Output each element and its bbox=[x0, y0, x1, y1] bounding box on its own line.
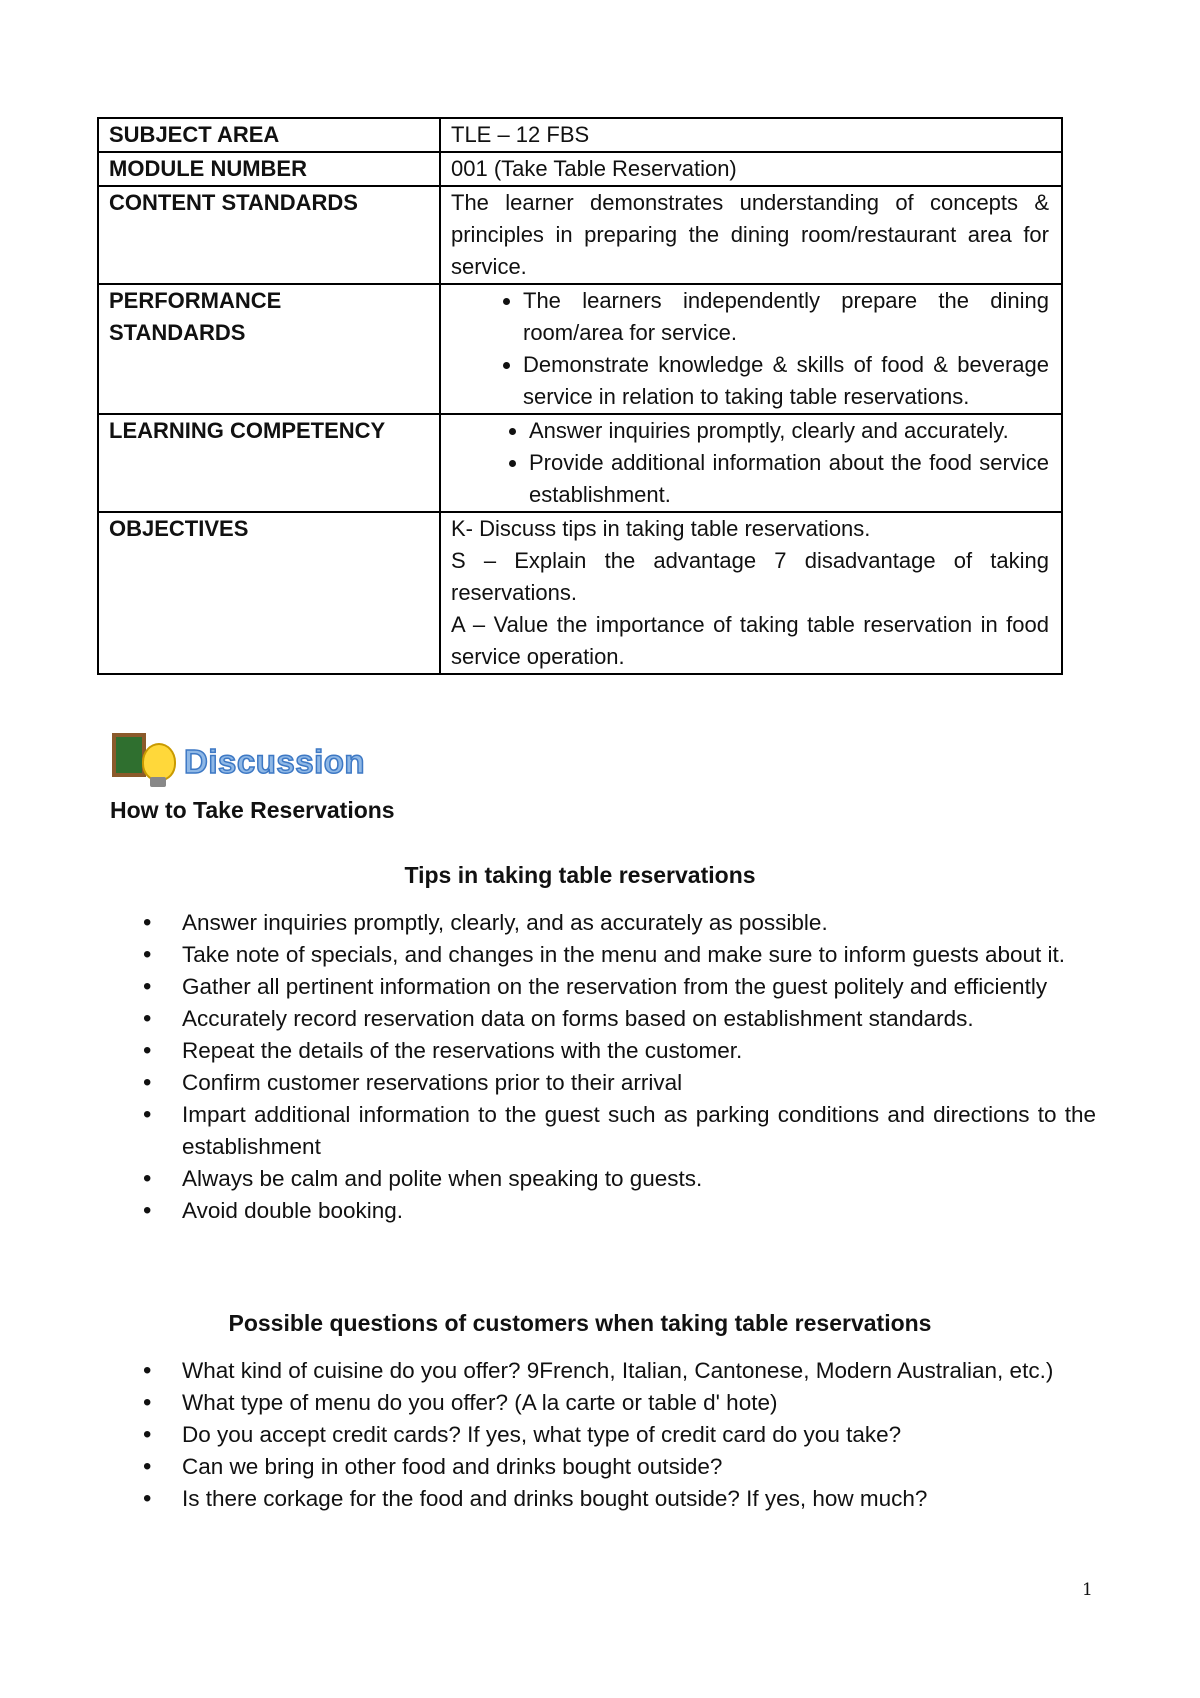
list-item: • Accurately record reservation data on forms based on establishment standards. bbox=[0, 1003, 1096, 1035]
learning-competency-list bbox=[451, 415, 1049, 511]
performance-standards-value bbox=[440, 284, 1062, 414]
list-item: • Demonstrate knowledge & skills of food & beverage service in relation to taking table reservations. bbox=[523, 349, 1049, 413]
content-standards-label: CONTENT STANDARDS bbox=[98, 186, 440, 284]
list-item: • What type of menu do you offer? (A la carte or table d' hote) bbox=[0, 1387, 1096, 1419]
subject-area-label: SUBJECT AREA bbox=[98, 118, 440, 152]
list-item: • Impart additional information to the guest such as parking conditions and directions to the establishment bbox=[0, 1099, 1096, 1163]
tips-list bbox=[0, 907, 1096, 1227]
list-item: • What kind of cuisine do you offer? 9French, Italian, Cantonese, Modern Australian, etc.) bbox=[0, 1355, 1096, 1387]
performance-standards-list bbox=[451, 285, 1049, 413]
performance-standards-label bbox=[98, 284, 440, 414]
table-row bbox=[98, 186, 1062, 284]
list-item: • Confirm customer reservations prior to their arrival bbox=[0, 1067, 1096, 1099]
list-item: • Is there corkage for the food and drinks bought outside? If yes, how much? bbox=[0, 1483, 1096, 1515]
list-item: • Provide additional information about the food service establishment. bbox=[529, 447, 1049, 511]
list-item: • Repeat the details of the reservations with the customer. bbox=[0, 1035, 1096, 1067]
learning-competency-value bbox=[440, 414, 1062, 512]
lightbulb-base-icon bbox=[150, 777, 166, 787]
list-item: • Do you accept credit cards? If yes, what type of credit card do you take? bbox=[0, 1419, 1096, 1451]
page-number: 1 bbox=[1082, 1580, 1093, 1600]
learning-competency-label: LEARNING COMPETENCY bbox=[98, 414, 440, 512]
list-item: • Always be calm and polite when speaking to guests. bbox=[0, 1163, 1096, 1195]
lightbulb-icon bbox=[142, 743, 176, 781]
table-row bbox=[98, 284, 1062, 414]
questions-list bbox=[0, 1355, 1096, 1515]
objectives-label: OBJECTIVES bbox=[98, 512, 440, 674]
table-row bbox=[98, 152, 1062, 186]
list-item: • Take note of specials, and changes in the menu and make sure to inform guests about it. bbox=[0, 939, 1096, 971]
module-info-table bbox=[97, 117, 1063, 675]
objective-line: A – Value the importance of taking table reservation in food service operation. bbox=[451, 612, 1049, 669]
discussion-banner bbox=[112, 733, 372, 795]
list-item: • Answer inquiries promptly, clearly, and as accurately as possible. bbox=[0, 907, 1096, 939]
table-row bbox=[98, 414, 1062, 512]
objectives-value bbox=[440, 512, 1062, 674]
table-row bbox=[98, 512, 1062, 674]
subject-area-value: TLE – 12 FBS bbox=[440, 118, 1062, 152]
objective-line: S – Explain the advantage 7 disadvantage of taking reservations. bbox=[451, 548, 1049, 605]
module-number-value: 001 (Take Table Reservation) bbox=[440, 152, 1062, 186]
tips-heading: Tips in taking table reservations bbox=[404, 862, 756, 888]
list-item: • Answer inquiries promptly, clearly and accurately. bbox=[529, 415, 1049, 447]
list-item: • The learners independently prepare the dining room/area for service. bbox=[523, 285, 1049, 349]
discussion-label: Discussion bbox=[184, 743, 366, 780]
section-title: How to Take Reservations bbox=[110, 797, 395, 823]
objective-line: K- Discuss tips in taking table reservations. bbox=[451, 516, 871, 541]
content-standards-value: The learner demonstrates understanding of concepts & principles in preparing the dining room/restaurant area for service. bbox=[440, 186, 1062, 284]
table-row bbox=[98, 118, 1062, 152]
performance-standards-label-text: PERFORMANCE STANDARDS bbox=[109, 288, 282, 345]
list-item: • Avoid double booking. bbox=[0, 1195, 1096, 1227]
list-item: • Can we bring in other food and drinks bought outside? bbox=[0, 1451, 1096, 1483]
module-number-label: MODULE NUMBER bbox=[98, 152, 440, 186]
list-item: • Gather all pertinent information on the reservation from the guest politely and efficiently bbox=[0, 971, 1096, 1003]
questions-heading: Possible questions of customers when taking table reservations bbox=[228, 1310, 932, 1336]
chalkboard-icon bbox=[112, 733, 146, 777]
